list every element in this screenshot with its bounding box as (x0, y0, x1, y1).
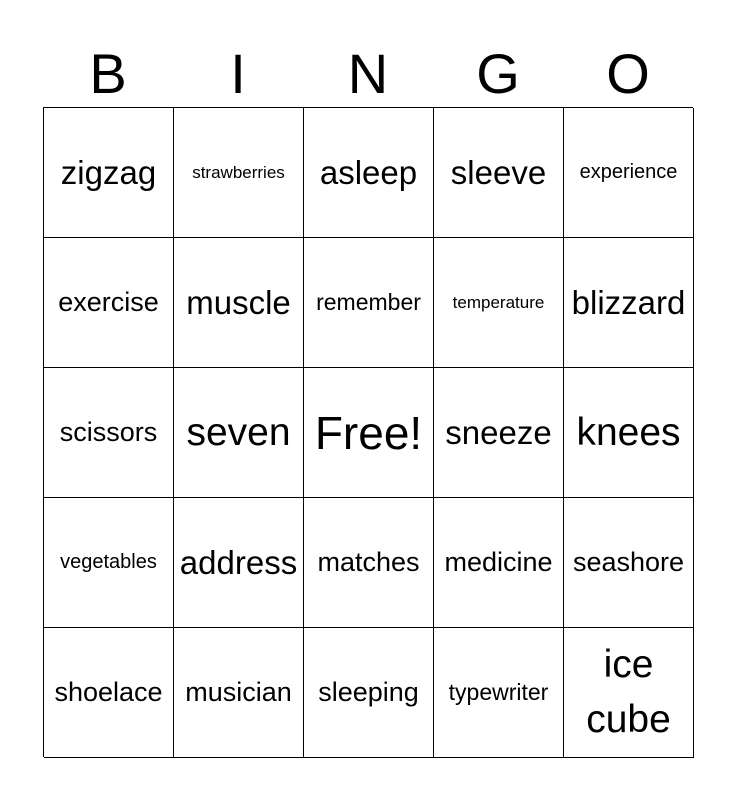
cell-word: shoelace (54, 677, 163, 707)
bingo-header (43, 40, 693, 108)
cell-word: seven (186, 410, 291, 454)
bingo-cell (564, 498, 694, 628)
cell-word: sleeping (318, 677, 419, 707)
bingo-cell (434, 628, 564, 758)
bingo-cell (304, 628, 434, 758)
bingo-cell (434, 368, 564, 498)
cell-word: sleeve (450, 153, 547, 191)
header-letter-i: I (230, 42, 246, 105)
bingo-cell (44, 238, 174, 368)
cell-word: seashore (572, 547, 685, 577)
bingo-cell (434, 498, 564, 628)
bingo-cell (174, 108, 304, 238)
cell-word: experience (579, 161, 678, 183)
bingo-cell (174, 368, 304, 498)
free-space-label: Free! (314, 406, 423, 459)
bingo-cell (174, 498, 304, 628)
cell-word: exercise (58, 287, 159, 317)
header-letter-n: N (347, 42, 389, 105)
bingo-cell (44, 498, 174, 628)
header-letter-g: G (476, 42, 520, 105)
bingo-cell (304, 238, 434, 368)
cell-word: sneeze (445, 413, 552, 451)
cell-word: vegetables (60, 551, 157, 573)
cell-word: muscle (186, 283, 291, 321)
header-letter-b: B (89, 42, 127, 105)
cell-word: remember (316, 289, 421, 315)
cell-word: zigzag (60, 153, 157, 191)
cell-word: typewriter (448, 679, 549, 705)
header-letter-o: O (606, 42, 650, 105)
free-space-cell (304, 368, 434, 498)
bingo-cell (44, 628, 174, 758)
bingo-cell (174, 628, 304, 758)
bingo-cell (304, 498, 434, 628)
bingo-cell (434, 108, 564, 238)
cell-word: matches (317, 547, 420, 577)
bingo-cell (564, 628, 694, 758)
bingo-cell (44, 368, 174, 498)
bingo-cell (434, 238, 564, 368)
cell-word: temperature (452, 292, 545, 312)
cell-word: medicine (444, 547, 553, 577)
bingo-cell (44, 108, 174, 238)
bingo-cell (304, 108, 434, 238)
bingo-cell (564, 238, 694, 368)
bingo-cell (174, 238, 304, 368)
cell-word: musician (185, 677, 292, 707)
bingo-cell (564, 108, 694, 238)
cell-word: ice cube (586, 642, 671, 741)
cell-word: address (179, 543, 298, 581)
bingo-board (43, 107, 693, 757)
cell-word: blizzard (571, 283, 686, 321)
cell-word: strawberries (192, 162, 285, 182)
bingo-cell (564, 368, 694, 498)
cell-word: asleep (319, 153, 418, 191)
cell-word: scissors (59, 417, 158, 447)
cell-word: knees (576, 410, 681, 454)
